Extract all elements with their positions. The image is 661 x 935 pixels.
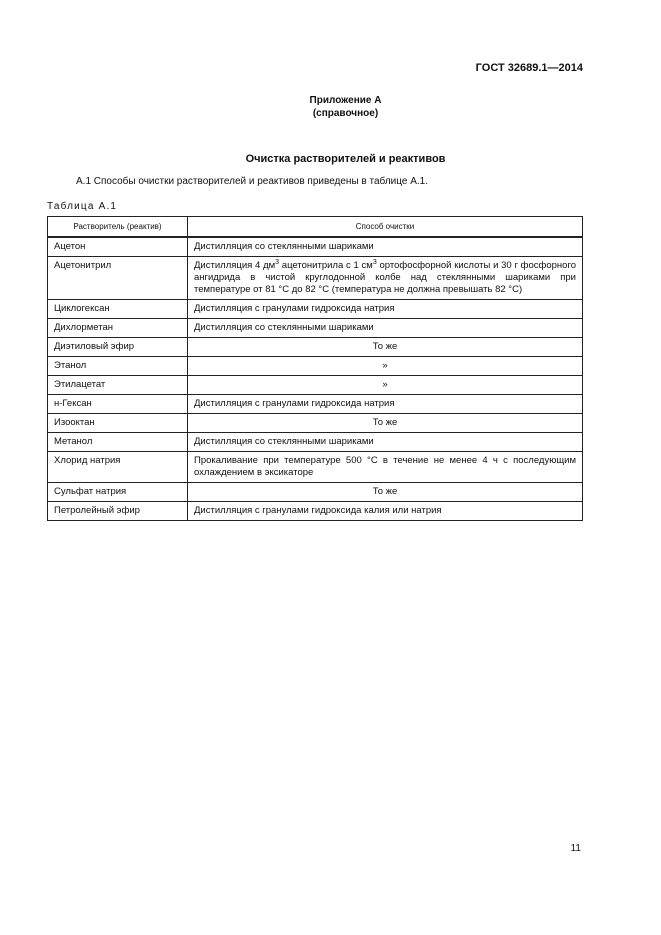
method-cell: Дистилляция со стеклянными шариками — [188, 237, 583, 257]
solvent-cell: Ацетонитрил — [48, 257, 188, 300]
solvent-cell: Циклогексан — [48, 300, 188, 319]
purification-table — [47, 216, 583, 521]
solvent-cell: Метанол — [48, 433, 188, 452]
method-text: Дистилляция 4 дм — [194, 260, 276, 271]
method-cell: » — [188, 357, 583, 376]
solvent-cell: н-Гексан — [48, 395, 188, 414]
table-row — [48, 237, 583, 257]
table-row — [48, 338, 583, 357]
appendix-heading — [0, 94, 661, 120]
table-row — [48, 452, 583, 483]
method-cell: Дистилляция с гранулами гидроксида калия или натрия — [188, 502, 583, 521]
method-cell: Дистилляция с гранулами гидроксида натрия — [188, 300, 583, 319]
table-row — [48, 433, 583, 452]
header-solvent: Растворитель (реактив) — [48, 217, 188, 238]
solvent-cell: Петролейный эфир — [48, 502, 188, 521]
table-row — [48, 414, 583, 433]
solvent-cell: Сульфат натрия — [48, 483, 188, 502]
document-code: ГОСТ 32689.1—2014 — [475, 62, 583, 74]
method-cell: То же — [188, 338, 583, 357]
table-row — [48, 257, 583, 300]
superscript: 3 — [275, 258, 280, 266]
method-text: ацетонитрила с 1 см — [279, 260, 373, 271]
solvent-cell: Хлорид натрия — [48, 452, 188, 483]
table-row — [48, 502, 583, 521]
section-title-text: Очистка растворителей и реактивов — [245, 153, 446, 165]
method-cell: То же — [188, 483, 583, 502]
method-cell: » — [188, 376, 583, 395]
method-cell: Дистилляция с гранулами гидроксида натрия — [188, 395, 583, 414]
solvent-cell: Ацетон — [48, 237, 188, 257]
solvent-cell: Дихлорметан — [48, 319, 188, 338]
header-method: Способ очистки — [188, 217, 583, 238]
solvent-cell: Этанол — [48, 357, 188, 376]
table-row — [48, 483, 583, 502]
solvent-cell: Диэтиловый эфир — [48, 338, 188, 357]
table-row — [48, 319, 583, 338]
table-caption: Таблица А.1 — [47, 201, 118, 212]
table-header-row — [48, 217, 583, 238]
table-row — [48, 395, 583, 414]
table-row — [48, 376, 583, 395]
solvent-cell: Этилацетат — [48, 376, 188, 395]
intro-paragraph: А.1 Способы очистки растворителей и реактивов приведены в таблице А.1. — [76, 176, 428, 187]
page-number: 11 — [570, 843, 581, 854]
appendix-title: Приложение А — [309, 95, 382, 106]
table-row — [48, 357, 583, 376]
method-cell — [188, 257, 583, 300]
table-row — [48, 300, 583, 319]
method-cell: Дистилляция со стеклянными шариками — [188, 319, 583, 338]
solvent-cell: Изооктан — [48, 414, 188, 433]
method-text: ортофосфорной кислоты и 30 г фосфорного ангидрида в чистой круглодонной колбе над стеклянными шариками при температуре от 81 °С до 82 °С (температура не должна превышать 82 °С) — [194, 260, 576, 295]
section-title — [0, 153, 661, 165]
superscript: 3 — [372, 258, 377, 266]
method-cell: Дистилляция со стеклянными шариками — [188, 433, 583, 452]
appendix-note: (справочное) — [312, 108, 379, 119]
method-cell: Прокаливание при температуре 500 °С в течение не менее 4 ч с последующим охлаждением в эксикаторе — [188, 452, 583, 483]
method-cell: То же — [188, 414, 583, 433]
